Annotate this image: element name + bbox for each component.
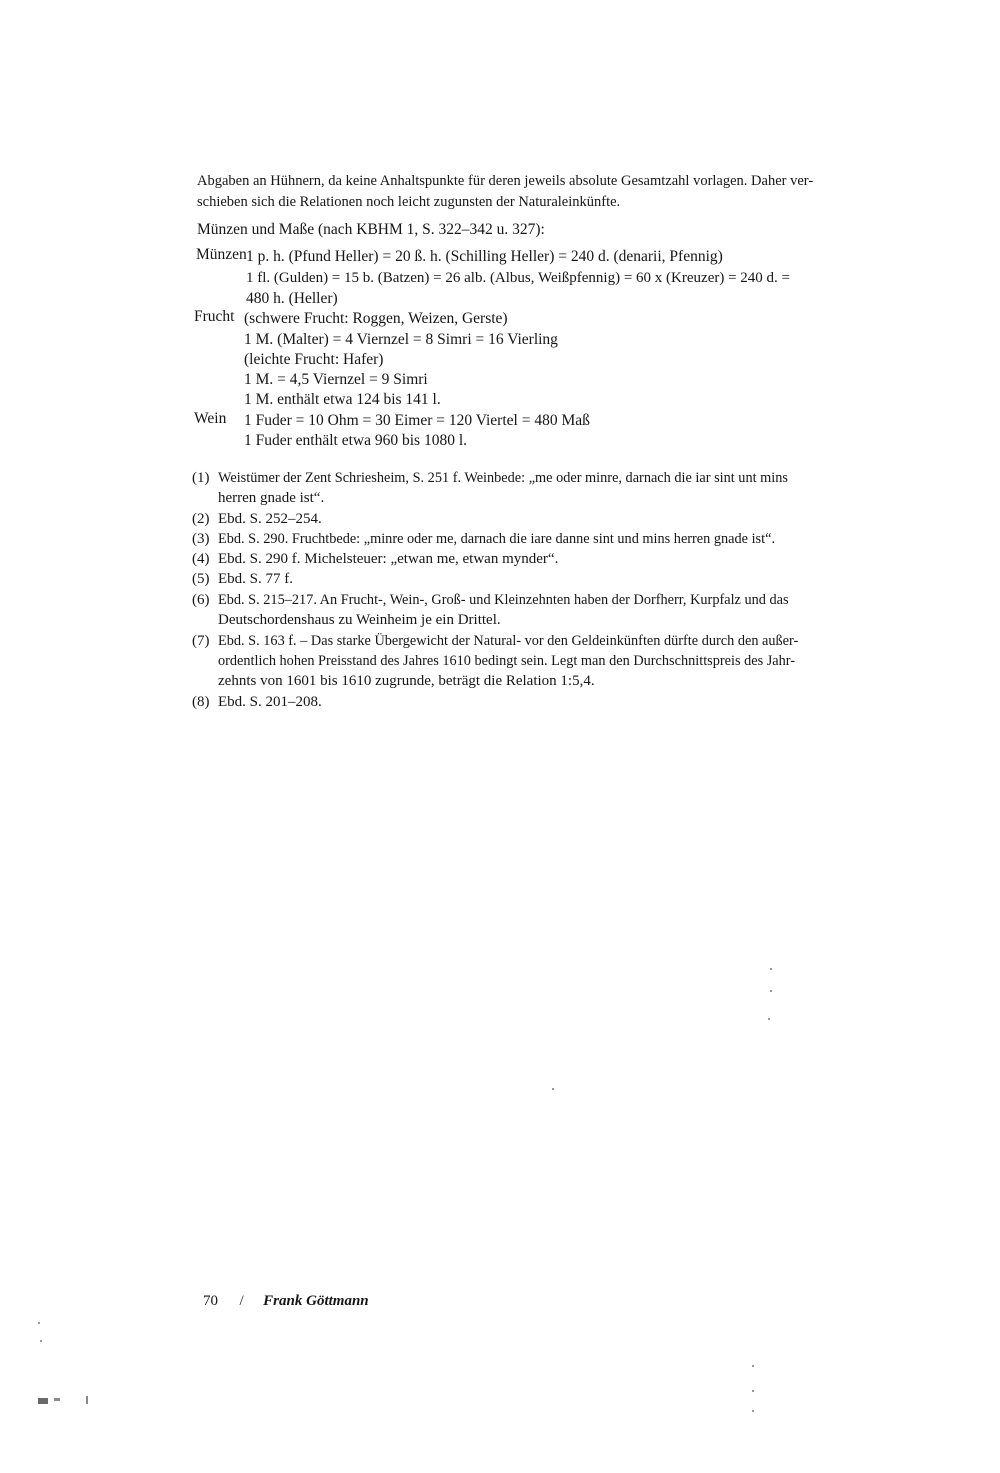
muenzen-label: Münzen: [196, 246, 247, 263]
muenzen-line-2: 1 fl. (Gulden) = 15 b. (Batzen) = 26 alb. (Albus, Weißpfennig) = 60 x (Kreuzer) = 240 d. =: [246, 270, 791, 286]
scan-speck: [38, 1398, 48, 1404]
footnote-3: [192, 531, 775, 548]
footnote-text: Ebd. S. 77 f.: [218, 571, 293, 587]
scan-speck: [752, 1410, 754, 1412]
wein-line-1: 1 Fuder = 10 Ohm = 30 Eimer = 120 Viertel = 480 Maß: [244, 412, 590, 429]
scan-speck: [770, 968, 772, 970]
footnote-number: (5): [192, 571, 210, 587]
footnote-number: (1): [192, 470, 210, 486]
footnote-continuation: ordentlich hohen Preisstand des Jahres 1610 bedingt sein. Legt man den Durchschnittspreis des Jahr-: [218, 653, 796, 669]
intro-paragraph: [197, 171, 814, 213]
footnote-text: Ebd. S. 290. Fruchtbede: „minre oder me, darnach die iare danne sint und mins herren gnade ist“.: [218, 531, 776, 547]
footnote-4: [192, 551, 558, 568]
frucht-line-5: 1 M. enthält etwa 124 bis 141 l.: [244, 391, 441, 408]
footnote-8: [192, 694, 322, 711]
footnote-2: [192, 511, 322, 528]
footnote-number: (6): [192, 592, 210, 608]
scan-speck: [752, 1390, 754, 1392]
frucht-line-4: 1 M. = 4,5 Viernzel = 9 Simri: [244, 371, 428, 388]
wein-line-2: 1 Fuder enthält etwa 960 bis 1080 l.: [244, 432, 467, 449]
footnote-number: (2): [192, 511, 210, 527]
footnote-1: [192, 470, 788, 506]
footnote-continuation: Deutschordenshaus zu Weinheim je ein Drittel.: [218, 612, 501, 628]
footnote-text: Ebd. S. 215–217. An Frucht-, Wein-, Groß- und Kleinzehnten haben der Dorfherr, Kurpfalz und das: [218, 592, 789, 608]
footnote-continuation: zehnts von 1601 bis 1610 zugrunde, beträgt die Relation 1:5,4.: [218, 673, 595, 689]
footnote-6: [192, 592, 789, 628]
intro-line-1: Abgaben an Hühnern, da keine Anhaltspunkte für deren jeweils absolute Gesamtzahl vorlagen. Daher ver-: [197, 173, 814, 189]
footnote-number: (7): [192, 633, 210, 649]
intro-line-2: schieben sich die Relationen noch leicht zugunsten der Naturaleinkünfte.: [197, 194, 621, 210]
scan-speck: [552, 1088, 554, 1090]
section-heading: Münzen und Maße (nach KBHM 1, S. 322–342 u. 327):: [197, 221, 545, 238]
footnote-7: [192, 633, 799, 689]
muenzen-line-3: 480 h. (Heller): [246, 290, 338, 307]
scan-speck: [86, 1396, 88, 1404]
scan-speck: [54, 1398, 60, 1401]
footnote-continuation: herren gnade ist“.: [218, 490, 325, 506]
frucht-label: Frucht: [194, 308, 235, 325]
scan-speck: [770, 990, 772, 992]
frucht-line-1: (schwere Frucht: Roggen, Weizen, Gerste): [244, 310, 508, 327]
footnote-number: (8): [192, 694, 210, 710]
footer-separator: /: [239, 1293, 244, 1309]
footnote-5: [192, 571, 293, 588]
scan-speck: [752, 1365, 754, 1367]
frucht-line-3: (leichte Frucht: Hafer): [244, 351, 384, 368]
footer-author: Frank Göttmann: [263, 1293, 369, 1309]
footnote-number: (4): [192, 551, 210, 567]
footnote-number: (3): [192, 531, 210, 547]
muenzen-line-1: 1 p. h. (Pfund Heller) = 20 ß. h. (Schilling Heller) = 240 d. (denarii, Pfennig): [246, 248, 723, 265]
footnote-text: Ebd. S. 163 f. – Das starke Übergewicht der Natural- vor den Geldeinkünften dürfte durch den außer-: [218, 633, 799, 649]
frucht-line-2: 1 M. (Malter) = 4 Viernzel = 8 Simri = 16 Vierling: [244, 331, 558, 348]
footnote-text: Weistümer der Zent Schriesheim, S. 251 f. Weinbede: „me oder minre, darnach die iar sint unt mins: [218, 470, 788, 486]
scan-speck: [40, 1340, 42, 1342]
footnote-text: Ebd. S. 201–208.: [218, 694, 322, 710]
scan-speck: [38, 1322, 40, 1324]
footnote-text: Ebd. S. 290 f. Michelsteuer: „etwan me, etwan mynder“.: [218, 551, 559, 567]
page-footer: [203, 1293, 369, 1310]
scan-speck: [768, 1018, 770, 1020]
wein-label: Wein: [194, 410, 227, 427]
footnote-text: Ebd. S. 252–254.: [218, 511, 322, 527]
page-number: 70: [203, 1293, 218, 1309]
